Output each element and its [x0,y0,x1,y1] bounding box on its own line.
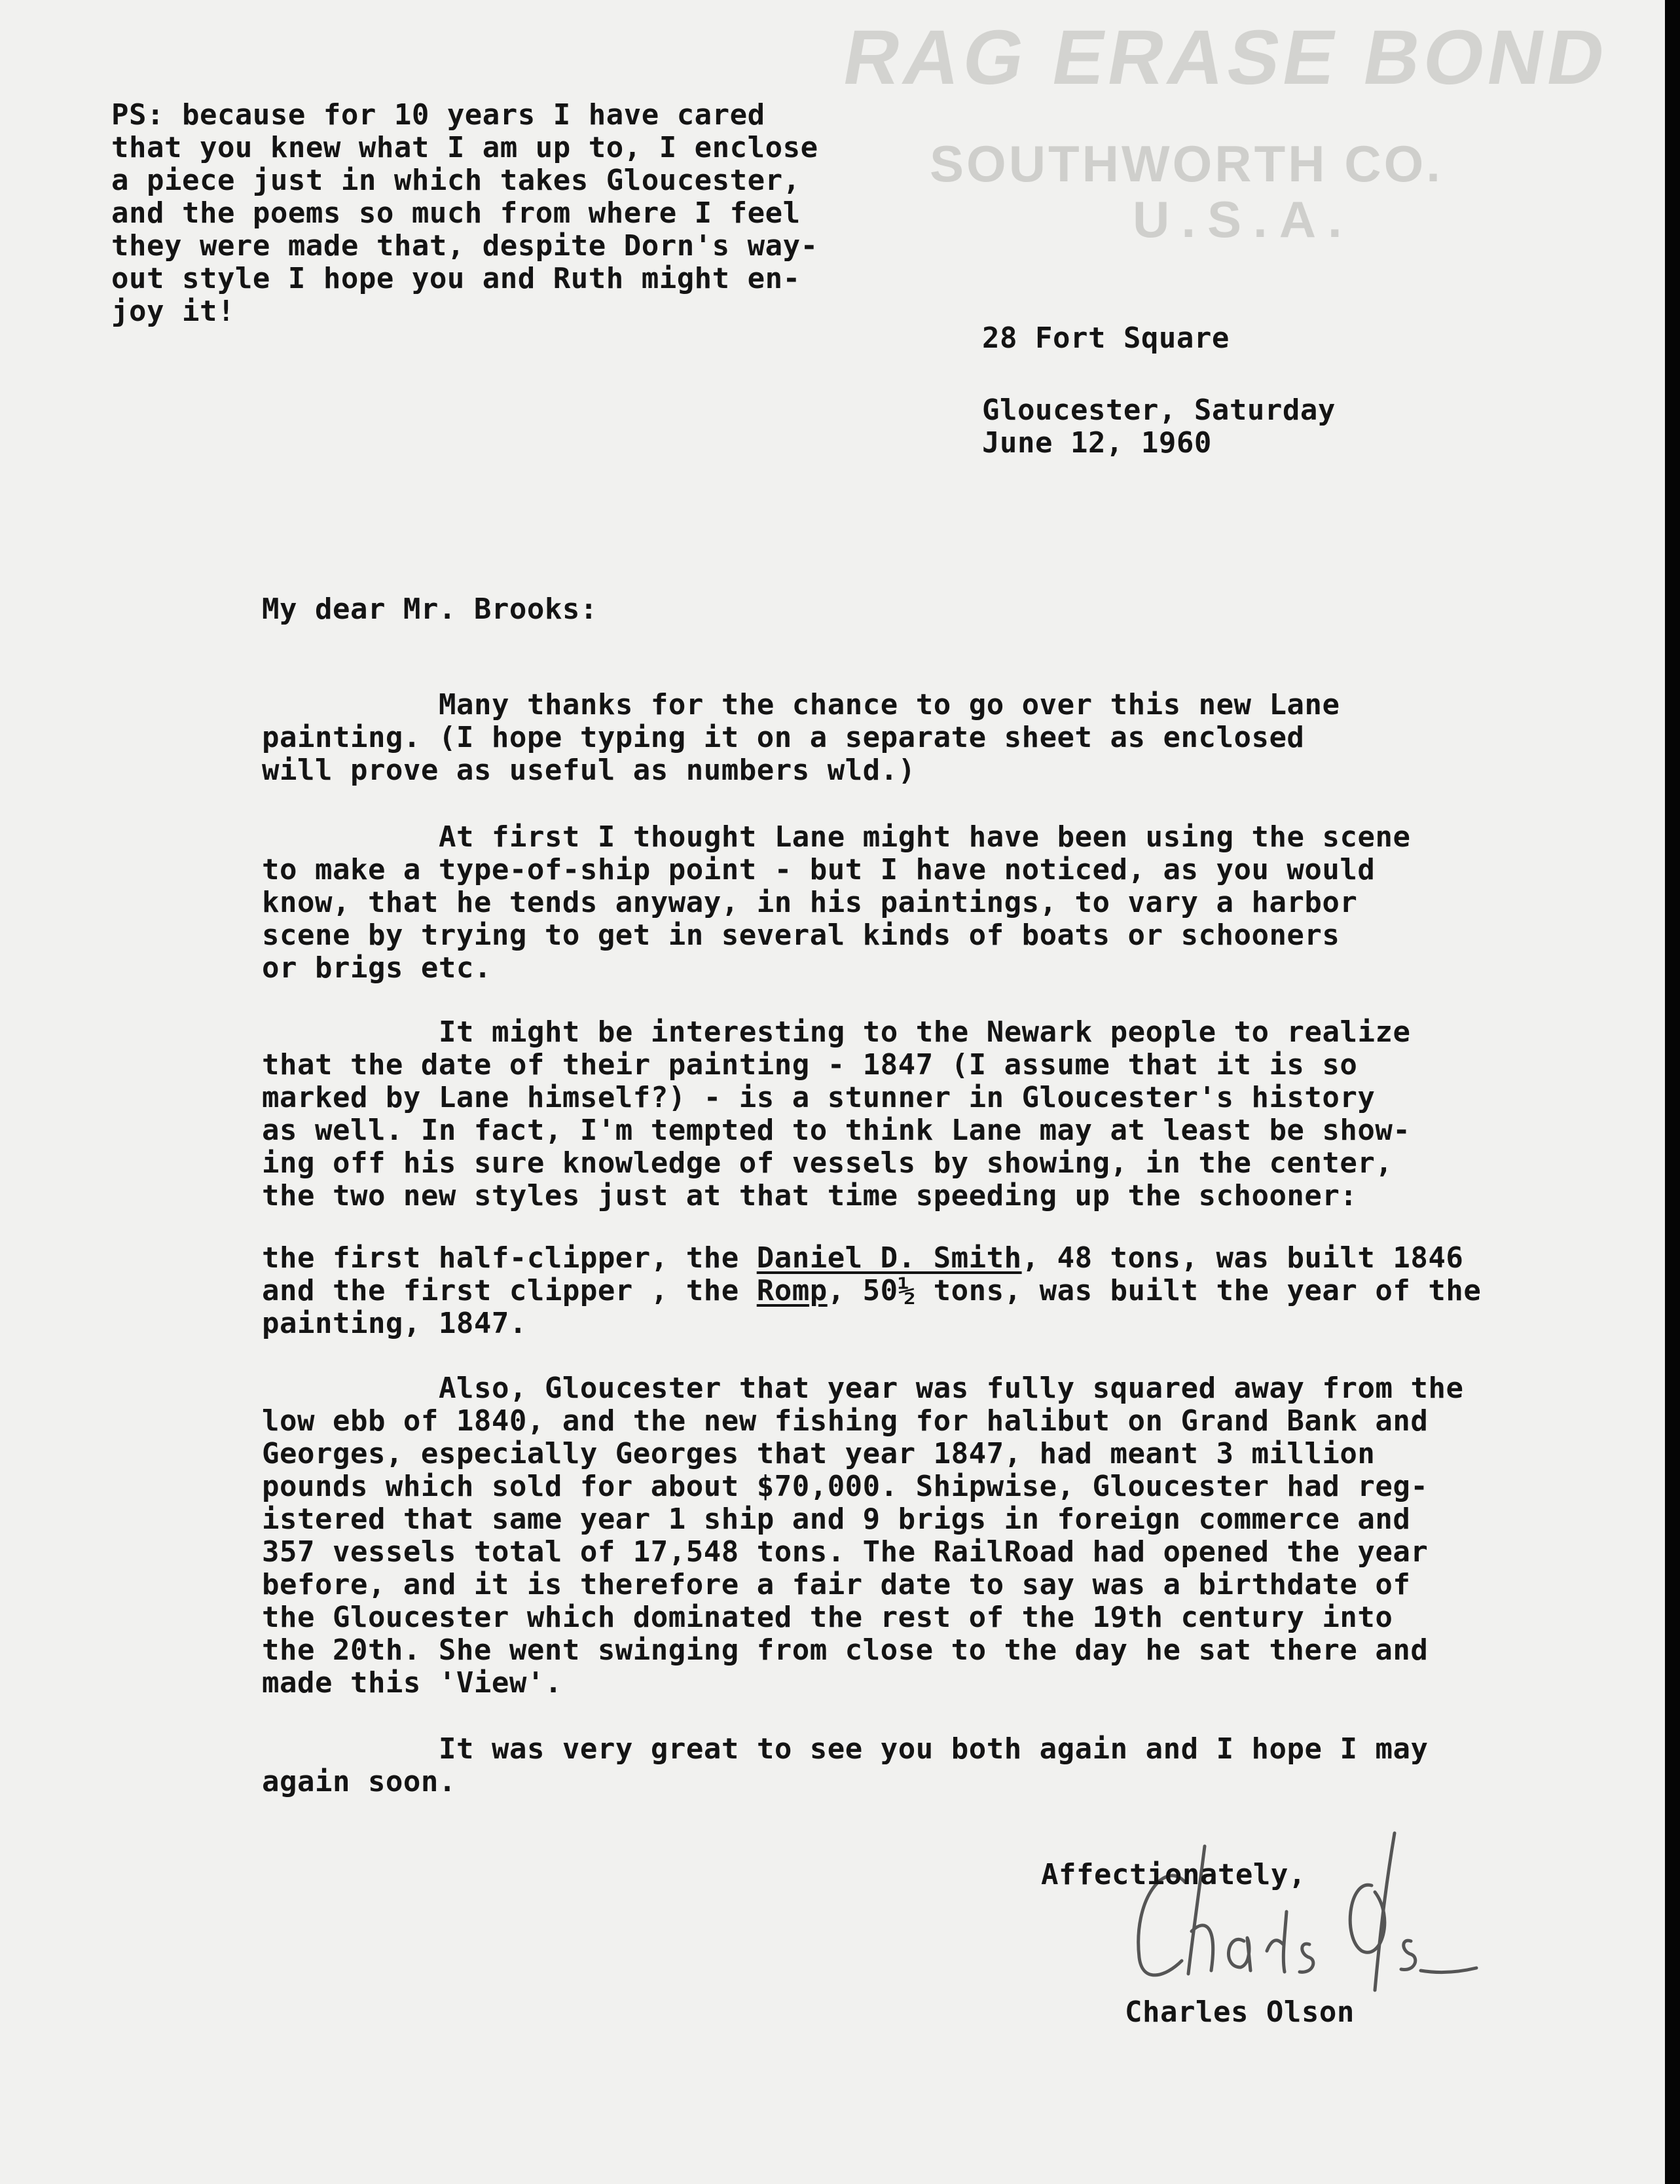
address-street: 28 Fort Square [982,321,1230,355]
paragraph-line: It was very great to see you both again and I hope I may [439,1732,1429,1766]
postscript-line: a piece just in which takes Gloucester, [111,164,801,197]
watermark-line-1: RAG ERASE BOND [837,14,1616,101]
paragraph-line: painting. (I hope typing it on a separate sheet as enclosed [262,721,1305,754]
ship-name-romp: Romp [756,1274,828,1307]
postscript-line: and the poems so much from where I feel [111,196,801,230]
text-run: the first half-clipper, the [262,1241,757,1275]
postscript-line: out style I hope you and Ruth might en- [111,262,801,295]
text-run: and the first clipper , the [262,1274,757,1307]
paragraph-line: made this 'View'. [262,1666,562,1700]
signature-name: Charles Olson [1125,1995,1355,2029]
paragraph-line [262,1243,1463,1274]
paragraph-line: Also, Gloucester that year was fully squared away from the [439,1372,1464,1405]
watermark-line-3: U.S.A. [1133,191,1354,248]
paragraph-line: It might be interesting to the Newark people to realize [439,1015,1411,1049]
paragraph-line: will prove as useful as numbers wld.) [262,754,916,787]
paragraph-line: 357 vessels total of 17,548 tons. The RailRoad had opened the year [262,1535,1429,1569]
paragraph-line: to make a type-of-ship point - but I have noticed, as you would [262,853,1376,886]
paragraph-line: the two new styles just at that time speeding up the schooner: [262,1179,1358,1212]
paragraph-line: Many thanks for the chance to go over this new Lane [439,688,1340,721]
text-run: , 50½ tons, was built the year of the [827,1274,1482,1307]
paragraph-line: before, and it is therefore a fair date to say was a birthdate of [262,1568,1411,1601]
postscript-line: they were made that, despite Dorn's way- [111,229,818,263]
paragraph-line: low ebb of 1840, and the new fishing for halibut on Grand Bank and [262,1404,1429,1438]
paragraph-line: At first I thought Lane might have been using the scene [439,820,1411,854]
postscript-line: joy it! [111,295,235,328]
paragraph-line: know, that he tends anyway, in his paintings, to vary a harbor [262,886,1358,919]
paragraph-line: that the date of their painting - 1847 (I assume that it is so [262,1048,1358,1082]
paragraph-line: istered that same year 1 ship and 9 brigs in foreign commerce and [262,1502,1411,1536]
paragraph-line: marked by Lane himself?) - is a stunner in Gloucester's history [262,1081,1376,1114]
text-run: , 48 tons, was built 1846 [1021,1241,1464,1275]
paragraph-line [262,1275,1481,1307]
paragraph-line: Georges, especially Georges that year 1847, had meant 3 million [262,1437,1376,1470]
salutation: My dear Mr. Brooks: [262,592,598,626]
scan-border [1665,0,1680,2184]
paragraph-line: again soon. [262,1765,456,1798]
ship-name-daniel-d-smith: Daniel D. Smith [756,1241,1022,1275]
paragraph-line: pounds which sold for about $70,000. Shipwise, Gloucester had reg- [262,1470,1429,1503]
postscript-line: that you knew what I am up to, I enclose [111,131,818,164]
paragraph-line: as well. In fact, I'm tempted to think Lane may at least be show- [262,1114,1411,1147]
watermark-line-2: SOUTHWORTH CO. [930,135,1443,192]
closing: Affectionately, [1041,1858,1306,1891]
paragraph-line: painting, 1847. [262,1307,527,1340]
letter-date: June 12, 1960 [982,426,1212,460]
paragraph-line: or brigs etc. [262,951,492,985]
handwritten-signature [1113,1820,1480,2016]
address-city: Gloucester, Saturday [982,393,1336,427]
paragraph-line: the Gloucester which dominated the rest of the 19th century into [262,1601,1393,1634]
paragraph-line: scene by trying to get in several kinds of boats or schooners [262,919,1340,952]
paragraph-line: the 20th. She went swinging from close to the day he sat there and [262,1633,1429,1667]
paragraph-line: ing off his sure knowledge of vessels by showing, in the center, [262,1146,1393,1180]
postscript-line: PS: because for 10 years I have cared [111,98,765,132]
